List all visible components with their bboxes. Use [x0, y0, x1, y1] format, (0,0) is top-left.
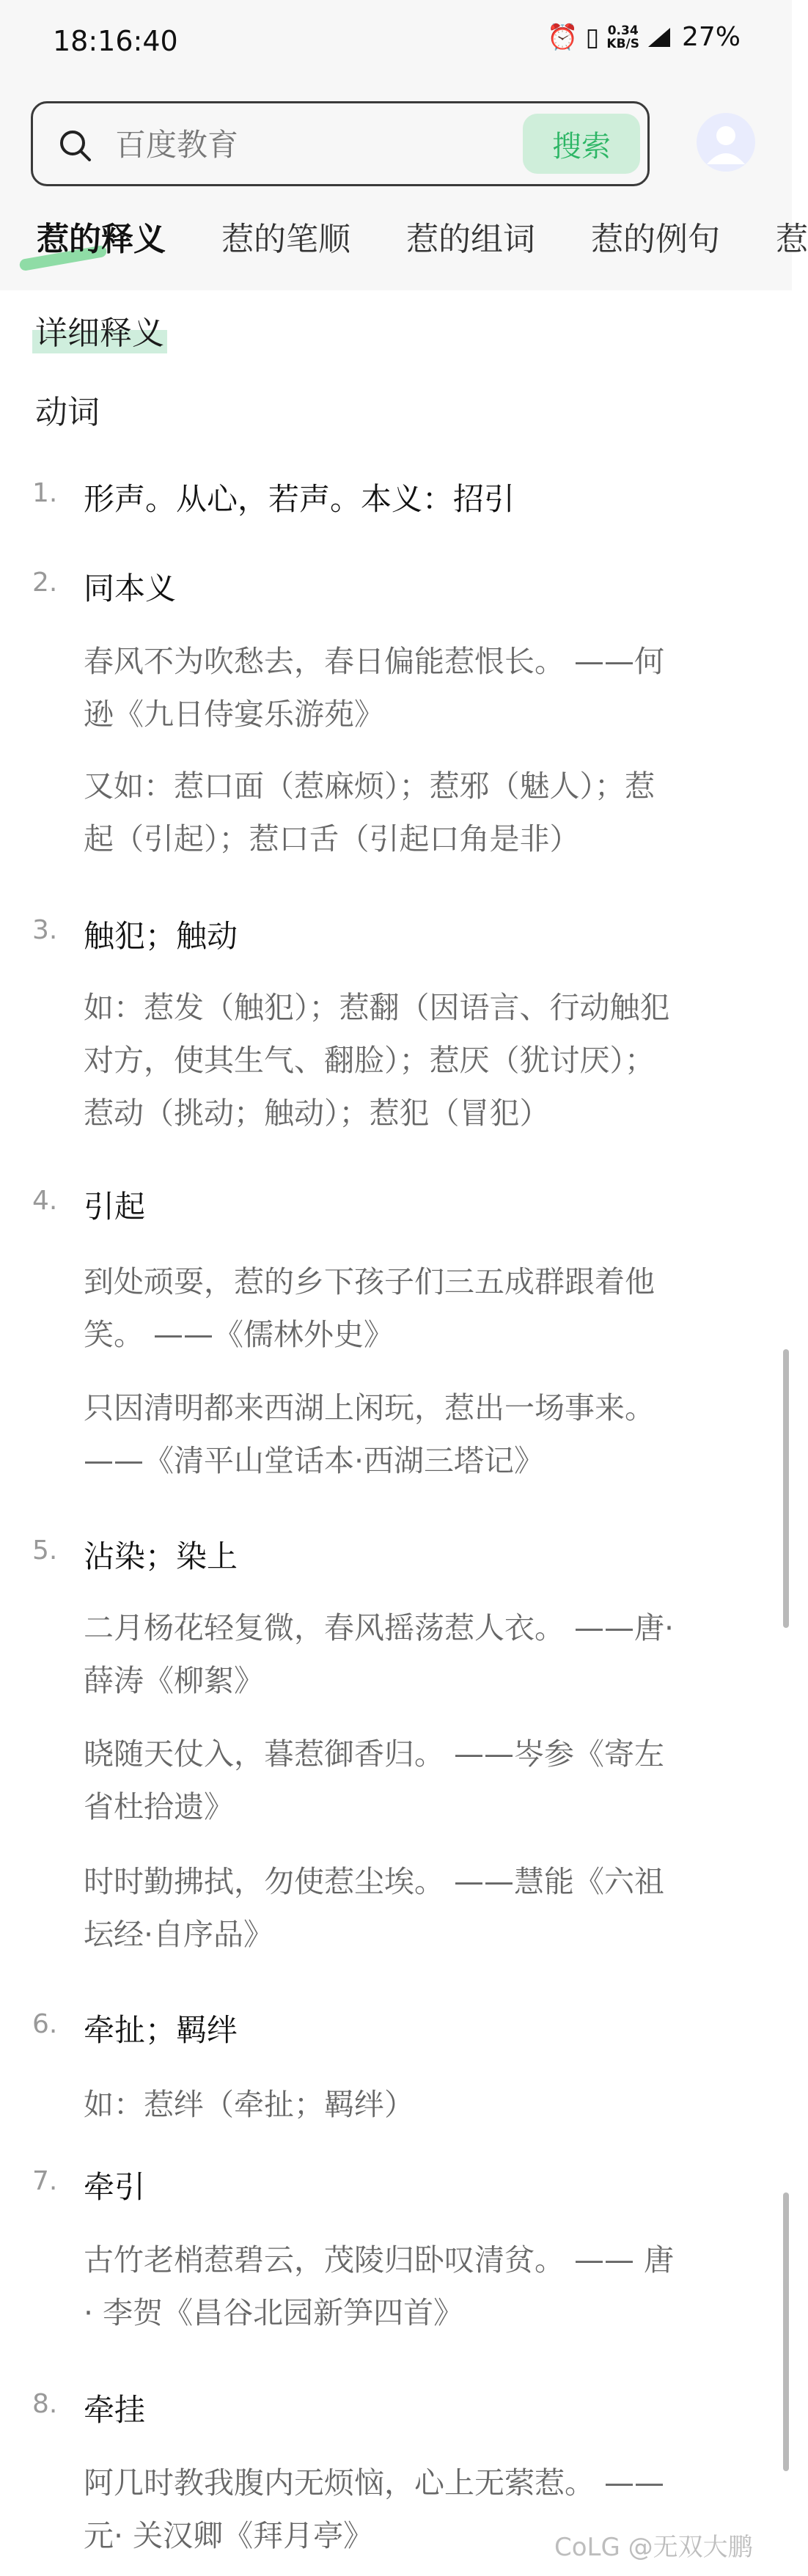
example-line: 又如：惹口面（惹麻烦）；惹邪（魅人）；惹: [84, 768, 655, 804]
tab-stroke-order[interactable]: 惹的笔顺: [221, 221, 350, 258]
vibrate-icon: ▯: [585, 22, 600, 52]
definition-number: 7.: [32, 2166, 58, 2196]
example-line: 对方，使其生气、翻脸）；惹厌（犹讨厌）；: [84, 1043, 655, 1078]
tab-definition[interactable]: 惹的释义: [37, 221, 166, 258]
example-line: · 李贺《昌谷北园新笋四首》: [84, 2295, 464, 2330]
search-box[interactable]: [31, 101, 650, 186]
scrollbar-thumb[interactable]: [783, 2192, 789, 2471]
definition-text: 触犯；触动: [84, 918, 238, 954]
example-line: 笑。 ——《儒林外史》: [84, 1317, 394, 1352]
definition-text: 形声。从心，若声。本义：招引: [84, 481, 515, 517]
network-speed-value: 0.34: [607, 23, 639, 38]
example-line: 古竹老梢惹碧云，茂陵归卧叹清贫。 —— 唐: [84, 2242, 675, 2278]
example-line: 时时勤拂拭，勿使惹尘埃。 ——慧能《六祖: [84, 1864, 665, 1899]
definition-number: 8.: [32, 2389, 58, 2419]
search-icon: [58, 128, 93, 164]
example-sentence: [84, 1255, 758, 1361]
signal-icon: [647, 26, 672, 48]
definition-number: 6.: [32, 2009, 58, 2039]
status-bar: [0, 0, 792, 73]
example-sentence: [84, 1728, 758, 1833]
part-of-speech: 动词: [35, 394, 100, 431]
search-input[interactable]: [115, 122, 526, 166]
example-line: 春风不为吹愁去，春日偏能惹恨长。 ——何: [84, 644, 665, 679]
example-line: 惹动（挑动；触动）；惹犯（冒犯）: [84, 1096, 550, 1131]
tab-bar: [0, 205, 808, 279]
definition-text: 牵挂: [84, 2392, 146, 2428]
example-line: 薛涛《柳絮》: [84, 1663, 264, 1698]
status-icons: [547, 22, 741, 52]
network-speed-unit: KB/S: [606, 36, 639, 51]
example-line: 逊《九日侍宴乐游苑》: [84, 697, 384, 732]
example-line: 二月杨花轻复微，春风摇荡惹人衣。 ——唐·: [84, 1610, 675, 1645]
example-line: 如：惹绊（牵扯；羁绊）: [84, 2087, 414, 2122]
header: [0, 73, 808, 290]
search-button[interactable]: 搜索: [523, 114, 640, 174]
status-time: 18:16:40: [53, 25, 178, 57]
definition-text: 沾染；染上: [84, 1538, 238, 1574]
tab-word-groups[interactable]: 惹的组词: [406, 221, 535, 258]
definition-number: 1.: [32, 478, 58, 508]
watermark: CoLG @无双大鹏: [554, 2533, 753, 2562]
definition-text: 牵引: [84, 2169, 146, 2205]
example-sentence: [84, 635, 758, 741]
definition-text: 同本义: [84, 570, 177, 606]
example-line: 只因清明都来西湖上闲玩，惹出一场事来。: [84, 1390, 655, 1425]
definition-text: 牵扯；羁绊: [84, 2012, 238, 2048]
example-line: 省杜拾遗》: [84, 1789, 234, 1824]
example-sentence: [84, 1601, 758, 1707]
avatar[interactable]: [697, 113, 755, 172]
definition-number: 3.: [32, 915, 58, 945]
example-sentence: [84, 2234, 758, 2339]
user-icon: [697, 113, 755, 172]
example-sentence: [84, 1381, 758, 1487]
definition-number: 4.: [32, 1186, 58, 1216]
example-sentence: [84, 2078, 758, 2131]
tab-more[interactable]: 惹: [776, 221, 808, 258]
example-line: 坛经·自序品》: [84, 1917, 274, 1952]
example-line: 阿几时教我腹内无烦恼，心上无萦惹。 ——: [84, 2465, 665, 2500]
example-line: 元· 关汉卿《拜月亭》: [84, 2518, 374, 2553]
scrollbar-track-segment[interactable]: [783, 1349, 789, 1628]
example-line: 起（引起）；惹口舌（引起口角是非）: [84, 821, 580, 856]
section-title: 详细释义: [32, 307, 167, 353]
example-line: 到处顽耍，惹的乡下孩子们三五成群跟着他: [84, 1264, 655, 1299]
definition-number: 5.: [32, 1535, 58, 1566]
example-line: 如：惹发（触犯）；惹翻（因语言、行动触犯: [84, 990, 670, 1025]
example-sentence: [84, 760, 758, 865]
example-line: ——《清平山堂话本·西湖三塔记》: [84, 1443, 545, 1478]
example-sentence: [84, 981, 758, 1140]
example-sentence: [84, 1855, 758, 1961]
definition-number: 2.: [32, 568, 58, 598]
definition-text: 引起: [84, 1189, 146, 1225]
network-speed: [606, 24, 639, 51]
alarm-icon: ⏰: [547, 22, 579, 52]
battery-level: 27%: [681, 22, 741, 52]
example-line: 晓随天仗入，暮惹御香归。 ——岑参《寄左: [84, 1736, 665, 1772]
tab-example-sentences[interactable]: 惹的例句: [591, 221, 720, 258]
